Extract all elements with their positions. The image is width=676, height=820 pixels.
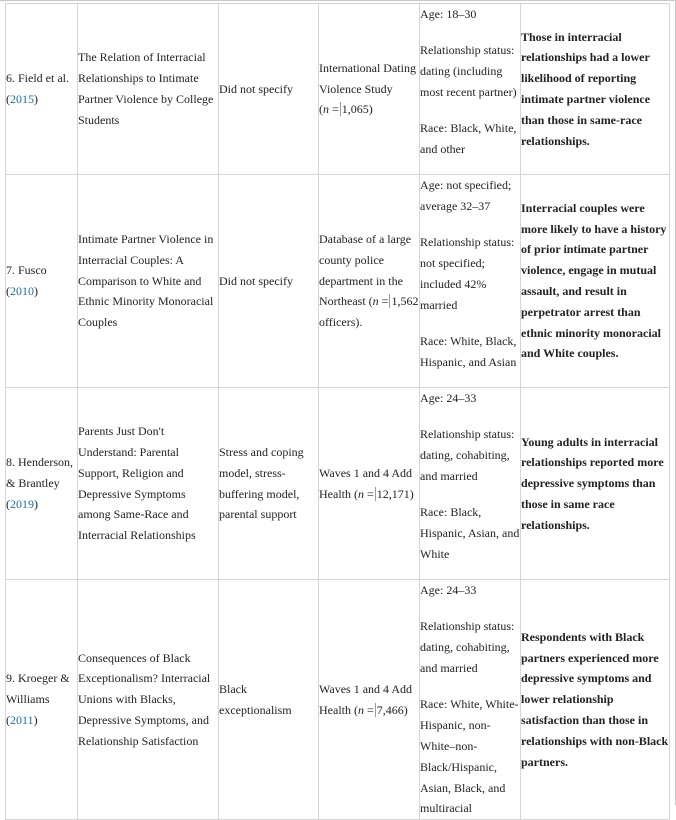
sample-relationship-status: Relationship status: not specified; included 42% married bbox=[420, 235, 515, 312]
study-title: Intimate Partner Violence in Interracial Couples: A Comparison to White and Ethnic Minority Monoracial Couples bbox=[78, 232, 214, 330]
framework-text: Did not specify bbox=[219, 273, 293, 288]
year-citation-link[interactable]: 2019 bbox=[10, 496, 34, 511]
equals-sign: = bbox=[332, 102, 339, 117]
framework-text: Stress and coping model, stress-buffering model, parental support bbox=[219, 444, 304, 522]
sample-age: Age: 24–33 bbox=[420, 391, 477, 405]
framework-cell bbox=[219, 175, 319, 388]
table-row bbox=[6, 580, 670, 820]
framework-cell bbox=[219, 4, 319, 175]
data-source-text: Waves 1 and 4 Add Health ( bbox=[319, 681, 413, 717]
data-source-suffix: officers). bbox=[319, 315, 363, 330]
study-authors: Fusco bbox=[18, 263, 47, 278]
sample-age: Age: not specified; average 32–37 bbox=[420, 178, 512, 213]
sample-size-value: 7,466) bbox=[376, 702, 408, 717]
sample-characteristics-cell bbox=[420, 388, 521, 580]
sample-size-value: 12,171) bbox=[376, 486, 414, 501]
sample-age: Age: 24–33 bbox=[420, 583, 477, 597]
study-title: The Relation of Interracial Relationships to Intimate Partner Violence by College Students bbox=[78, 50, 214, 127]
sample-relationship-status: Relationship status: dating (including most recent partner) bbox=[420, 43, 517, 99]
sample-size-symbol: n bbox=[323, 102, 329, 117]
sample-race: Race: Black, White, and other bbox=[420, 121, 517, 157]
study-title: Consequences of Black Exceptionalism? Interracial Unions with Blacks, Depressive Symptoms, and Relationship Satisfaction bbox=[78, 650, 211, 748]
key-finding: Young adults in interracial relationships reported more depressive symptoms than those in same race relationships. bbox=[521, 434, 664, 532]
finding-cell bbox=[521, 4, 670, 175]
study-title-cell bbox=[78, 388, 219, 580]
year-citation-link[interactable]: 2011 bbox=[10, 712, 34, 727]
study-authors: Kroeger & Williams bbox=[6, 671, 70, 707]
table-row bbox=[6, 4, 670, 175]
study-title-cell bbox=[78, 4, 219, 175]
equals-sign: = bbox=[366, 702, 374, 717]
key-finding: Respondents with Black partners experienced more depressive symptoms and lower relationship satisfaction than those in relationships with non-Black partners. bbox=[521, 629, 669, 769]
study-authors: Henderson, & Brantley bbox=[6, 455, 73, 491]
sample-race: Race: Black, Hispanic, Asian, and White bbox=[420, 505, 520, 561]
study-authors: Field et al. bbox=[18, 71, 69, 86]
study-number: 9. bbox=[6, 671, 15, 686]
finding-cell bbox=[521, 580, 670, 820]
sample-size-value: 1,562 bbox=[391, 294, 419, 309]
study-reference-cell: 6. Field et al. (2015) bbox=[6, 4, 78, 175]
sample-size-symbol: n bbox=[372, 294, 379, 309]
framework-cell bbox=[219, 580, 319, 820]
study-title: Parents Just Don't Understand: Parental Support, Religion and Depressive Symptoms among Same-Race and Interracial Relationships bbox=[78, 424, 196, 543]
data-source-text: International Dating Violence Study ( bbox=[319, 60, 416, 117]
sample-relationship-status: Relationship status: dating, cohabiting, and married bbox=[420, 427, 515, 483]
study-number: 6. bbox=[6, 71, 15, 86]
sample-size-symbol: n bbox=[357, 702, 364, 717]
data-source-cell bbox=[319, 4, 420, 175]
equals-sign: = bbox=[366, 486, 374, 501]
framework-text: Black exceptionalism bbox=[219, 681, 292, 717]
data-source-cell bbox=[319, 388, 420, 580]
year-citation-link[interactable]: 2010 bbox=[10, 284, 34, 298]
framework-cell bbox=[219, 388, 319, 580]
finding-cell bbox=[521, 388, 670, 580]
table-row bbox=[6, 175, 670, 388]
key-finding: Those in interracial relationships had a lower likelihood of reporting intimate partner violence than those in same-race relationships. bbox=[521, 29, 651, 148]
study-title-cell bbox=[78, 580, 219, 820]
sample-relationship-status: Relationship status: dating, cohabiting, and married bbox=[420, 619, 515, 675]
data-source-cell bbox=[319, 175, 420, 388]
year-citation-link[interactable]: 2015 bbox=[10, 92, 34, 106]
study-reference-cell: 9. Kroeger & Williams (2011) bbox=[6, 580, 78, 820]
data-source-text: Database of a large county police department in the Northeast ( bbox=[319, 232, 412, 309]
study-title-cell bbox=[78, 175, 219, 388]
sample-characteristics-cell bbox=[420, 580, 521, 820]
framework-text: Did not specify bbox=[219, 81, 293, 96]
data-source-text: Waves 1 and 4 Add Health ( bbox=[319, 465, 413, 501]
sample-characteristics-cell bbox=[420, 4, 521, 175]
data-source-cell bbox=[319, 580, 420, 820]
studies-table bbox=[5, 3, 670, 820]
finding-cell bbox=[521, 175, 670, 388]
sample-age: Age: 18–30 bbox=[420, 7, 477, 21]
sample-size-value: 1,065) bbox=[341, 102, 373, 117]
sample-race: Race: White, Black, Hispanic, and Asian bbox=[420, 333, 517, 369]
key-finding: Interracial couples were more likely to have a history of prior intimate partner violence, engage in mutual assault, and result in perpetrator arrest than ethnic minority monoracial and White couples. bbox=[521, 200, 667, 361]
equals-sign: = bbox=[381, 294, 389, 309]
study-reference-cell: 7. Fusco (2010) bbox=[6, 175, 78, 388]
sample-size-symbol: n bbox=[357, 486, 364, 501]
study-number: 8. bbox=[6, 455, 15, 470]
study-number: 7. bbox=[6, 263, 15, 278]
sample-characteristics-cell bbox=[420, 175, 521, 388]
table-row bbox=[6, 388, 670, 580]
study-reference-cell: 8. Henderson, & Brantley (2019) bbox=[6, 388, 78, 580]
sample-race: Race: White, White-Hispanic, non-White–non-Black/Hispanic, Asian, Black, and multiracial bbox=[420, 697, 519, 816]
